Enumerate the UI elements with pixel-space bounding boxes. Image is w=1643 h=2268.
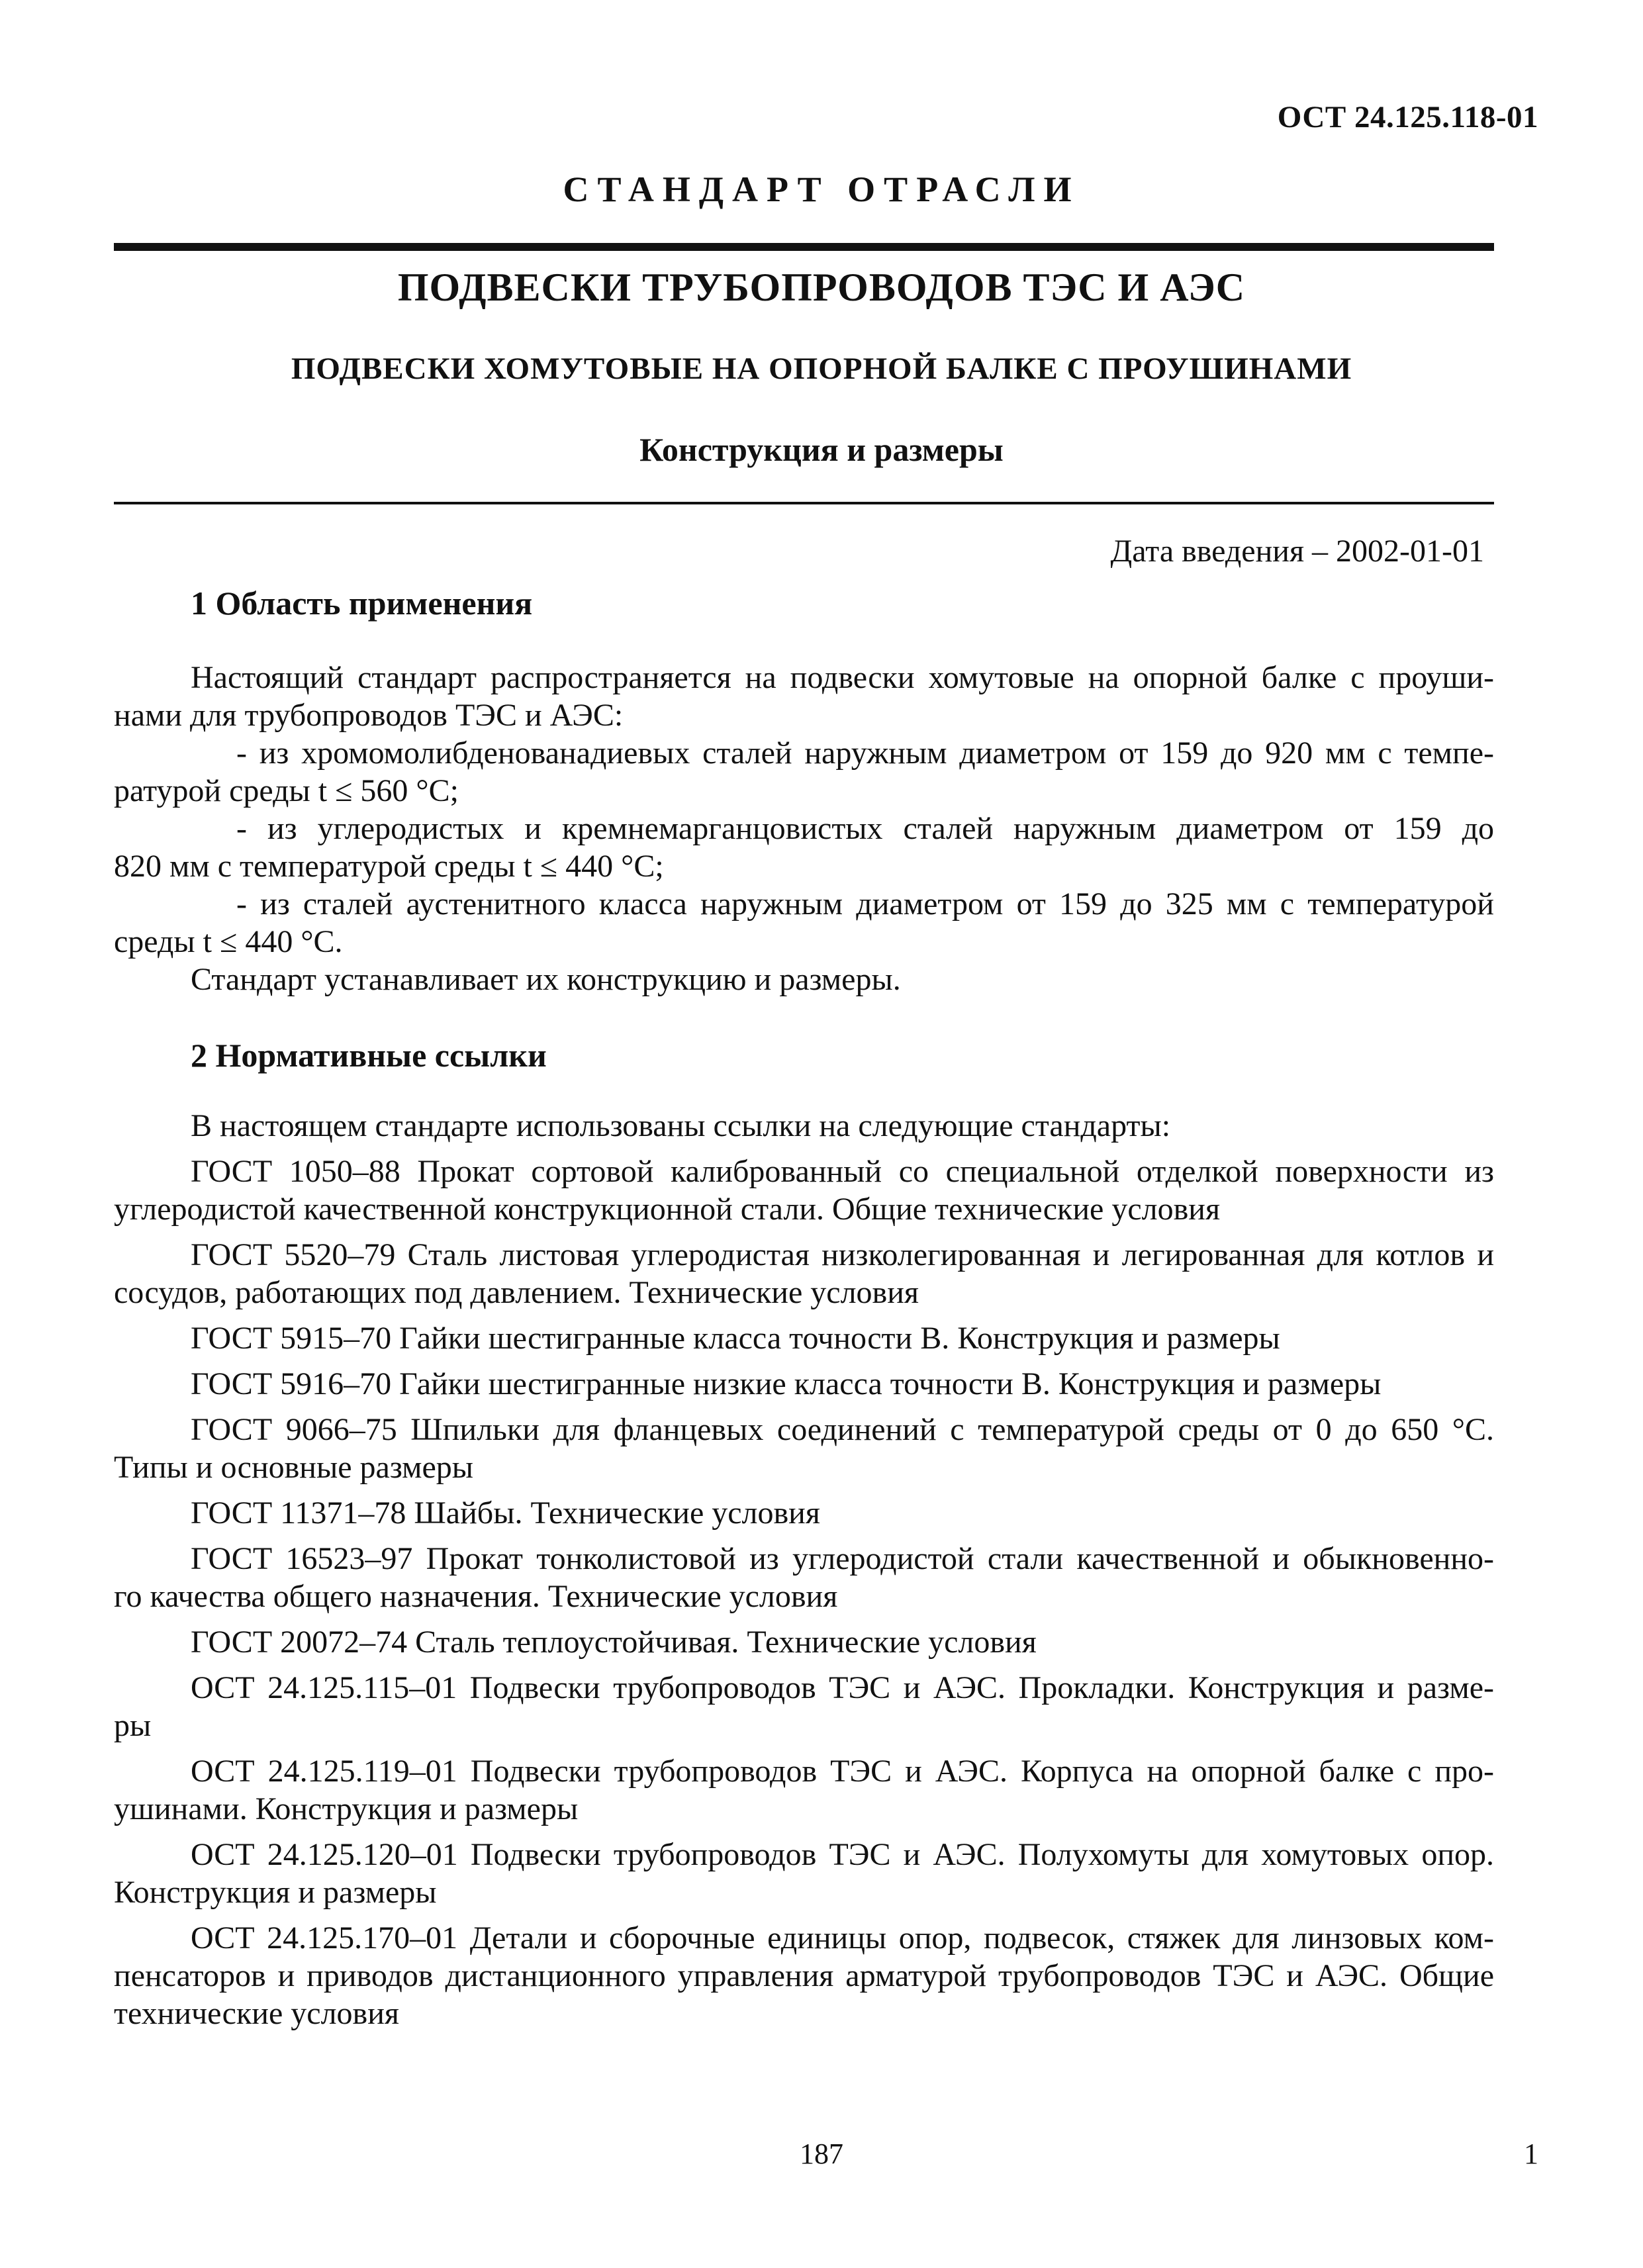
reference-item <box>114 1836 1494 1911</box>
paragraph-line: - из углеродистых и кремнемарганцовистых сталей наружным диаметром от 159 до <box>236 811 1494 846</box>
reference-line: ОСТ 24.125.115–01 Подвески трубопроводов ТЭС и АЭС. Прокладки. Конструкция и разме- <box>191 1670 1494 1705</box>
reference-item <box>114 1919 1494 2032</box>
reference-line: ГОСТ 1050–88 Прокат сортовой калиброванный со специальной отделкой поверхности из <box>191 1154 1494 1189</box>
reference-line: ГОСТ 5915–70 Гайки шестигранные класса точности В. Конструкция и размеры <box>191 1321 1280 1356</box>
reference-item <box>114 1623 1494 1661</box>
reference-line: ГОСТ 5520–79 Сталь листовая углеродистая низколегированная и легированная для котлов и <box>191 1237 1494 1272</box>
reference-line: ГОСТ 11371–78 Шайбы. Технические условия <box>191 1495 820 1531</box>
header-rule-thick <box>114 243 1494 251</box>
reference-line: ГОСТ 20072–74 Сталь теплоустойчивая. Технические условия <box>191 1625 1037 1660</box>
reference-line: ГОСТ 16523–97 Прокат тонколистовой из углеродистой стали качественной и обыкновенно- <box>191 1541 1494 1576</box>
reference-item <box>114 1319 1494 1357</box>
reference-line: ушинами. Конструкция и размеры <box>114 1791 579 1826</box>
reference-item <box>114 1153 1494 1228</box>
reference-item <box>114 1752 1494 1828</box>
reference-line: ры <box>114 1708 152 1743</box>
paragraph-line: Стандарт устанавливает их конструкцию и размеры. <box>191 962 901 997</box>
section-1-body <box>114 659 1494 998</box>
reference-line: ОСТ 24.125.170–01 Детали и сборочные единицы опор, подвесок, стяжек для линзовых ком- <box>191 1920 1494 1956</box>
references-intro: В настоящем стандарте использованы ссылки на следующие стандарты: <box>191 1108 1171 1143</box>
paragraph-line: - из сталей аустенитного класса наружным диаметром от 159 до 325 мм с температурой <box>236 886 1494 921</box>
section-2-heading: 2 Нормативные ссылки <box>191 1037 547 1074</box>
paragraph-line: Настоящий стандарт распространяется на подвески хомутовые на опорной балке с проуши- <box>191 660 1494 695</box>
reference-item <box>114 1411 1494 1486</box>
reference-line: углеродистой качественной конструкционной стали. Общие технические условия <box>114 1192 1221 1227</box>
reference-item <box>114 1494 1494 1532</box>
header-rule-thin <box>114 502 1494 504</box>
reference-line: ОСТ 24.125.120–01 Подвески трубопроводов ТЭС и АЭС. Полухомуты для хомутовых опор. <box>191 1837 1494 1872</box>
reference-item <box>114 1540 1494 1615</box>
section-1-heading: 1 Область применения <box>191 585 533 622</box>
reference-line: ГОСТ 5916–70 Гайки шестигранные низкие класса точности В. Конструкция и размеры <box>191 1366 1382 1401</box>
reference-line: технические условия <box>114 1996 399 2031</box>
paragraph-line: - из хромомолибденованадиевых сталей наружным диаметром от 159 до 920 мм с темпе- <box>236 735 1494 771</box>
page-number: 187 <box>800 2138 843 2170</box>
document-title: ПОДВЕСКИ ТРУБОПРОВОДОВ ТЭС И АЭС <box>397 265 1246 309</box>
standard-label: СТАНДАРТ ОТРАСЛИ <box>563 169 1080 209</box>
paragraph-line: ратурой среды t ≤ 560 °С; <box>114 773 459 808</box>
document-code: ОСТ 24.125.118-01 <box>1277 100 1538 134</box>
sheet-number: 1 <box>1524 2138 1538 2170</box>
reference-line: Типы и основные размеры <box>114 1450 474 1485</box>
section-2-body <box>114 1107 1494 2032</box>
reference-line: ГОСТ 9066–75 Шпильки для фланцевых соединений с температурой среды от 0 до 650 °С. <box>191 1412 1494 1447</box>
reference-line: пенсаторов и приводов дистанционного управления арматурой трубопроводов ТЭС и АЭС. Общие <box>114 1958 1494 1993</box>
introduction-date: Дата введения – 2002-01-01 <box>1110 534 1484 569</box>
document-section-title: Конструкция и размеры <box>639 431 1004 468</box>
paragraph-line: 820 мм с температурой среды t ≤ 440 °С; <box>114 849 664 884</box>
reference-item <box>114 1365 1494 1403</box>
document-subtitle: ПОДВЕСКИ ХОМУТОВЫЕ НА ОПОРНОЙ БАЛКЕ С ПРОУШИНАМИ <box>291 352 1352 386</box>
paragraph-line: среды t ≤ 440 °С. <box>114 924 343 959</box>
reference-line: ОСТ 24.125.119–01 Подвески трубопроводов ТЭС и АЭС. Корпуса на опорной балке с про- <box>191 1754 1494 1789</box>
reference-item <box>114 1236 1494 1311</box>
reference-line: го качества общего назначения. Технические условия <box>114 1579 838 1614</box>
reference-line: сосудов, работающих под давлением. Технические условия <box>114 1275 919 1310</box>
reference-line: Конструкция и размеры <box>114 1875 437 1910</box>
reference-item <box>114 1669 1494 1744</box>
paragraph-line: нами для трубопроводов ТЭС и АЭС: <box>114 698 624 733</box>
